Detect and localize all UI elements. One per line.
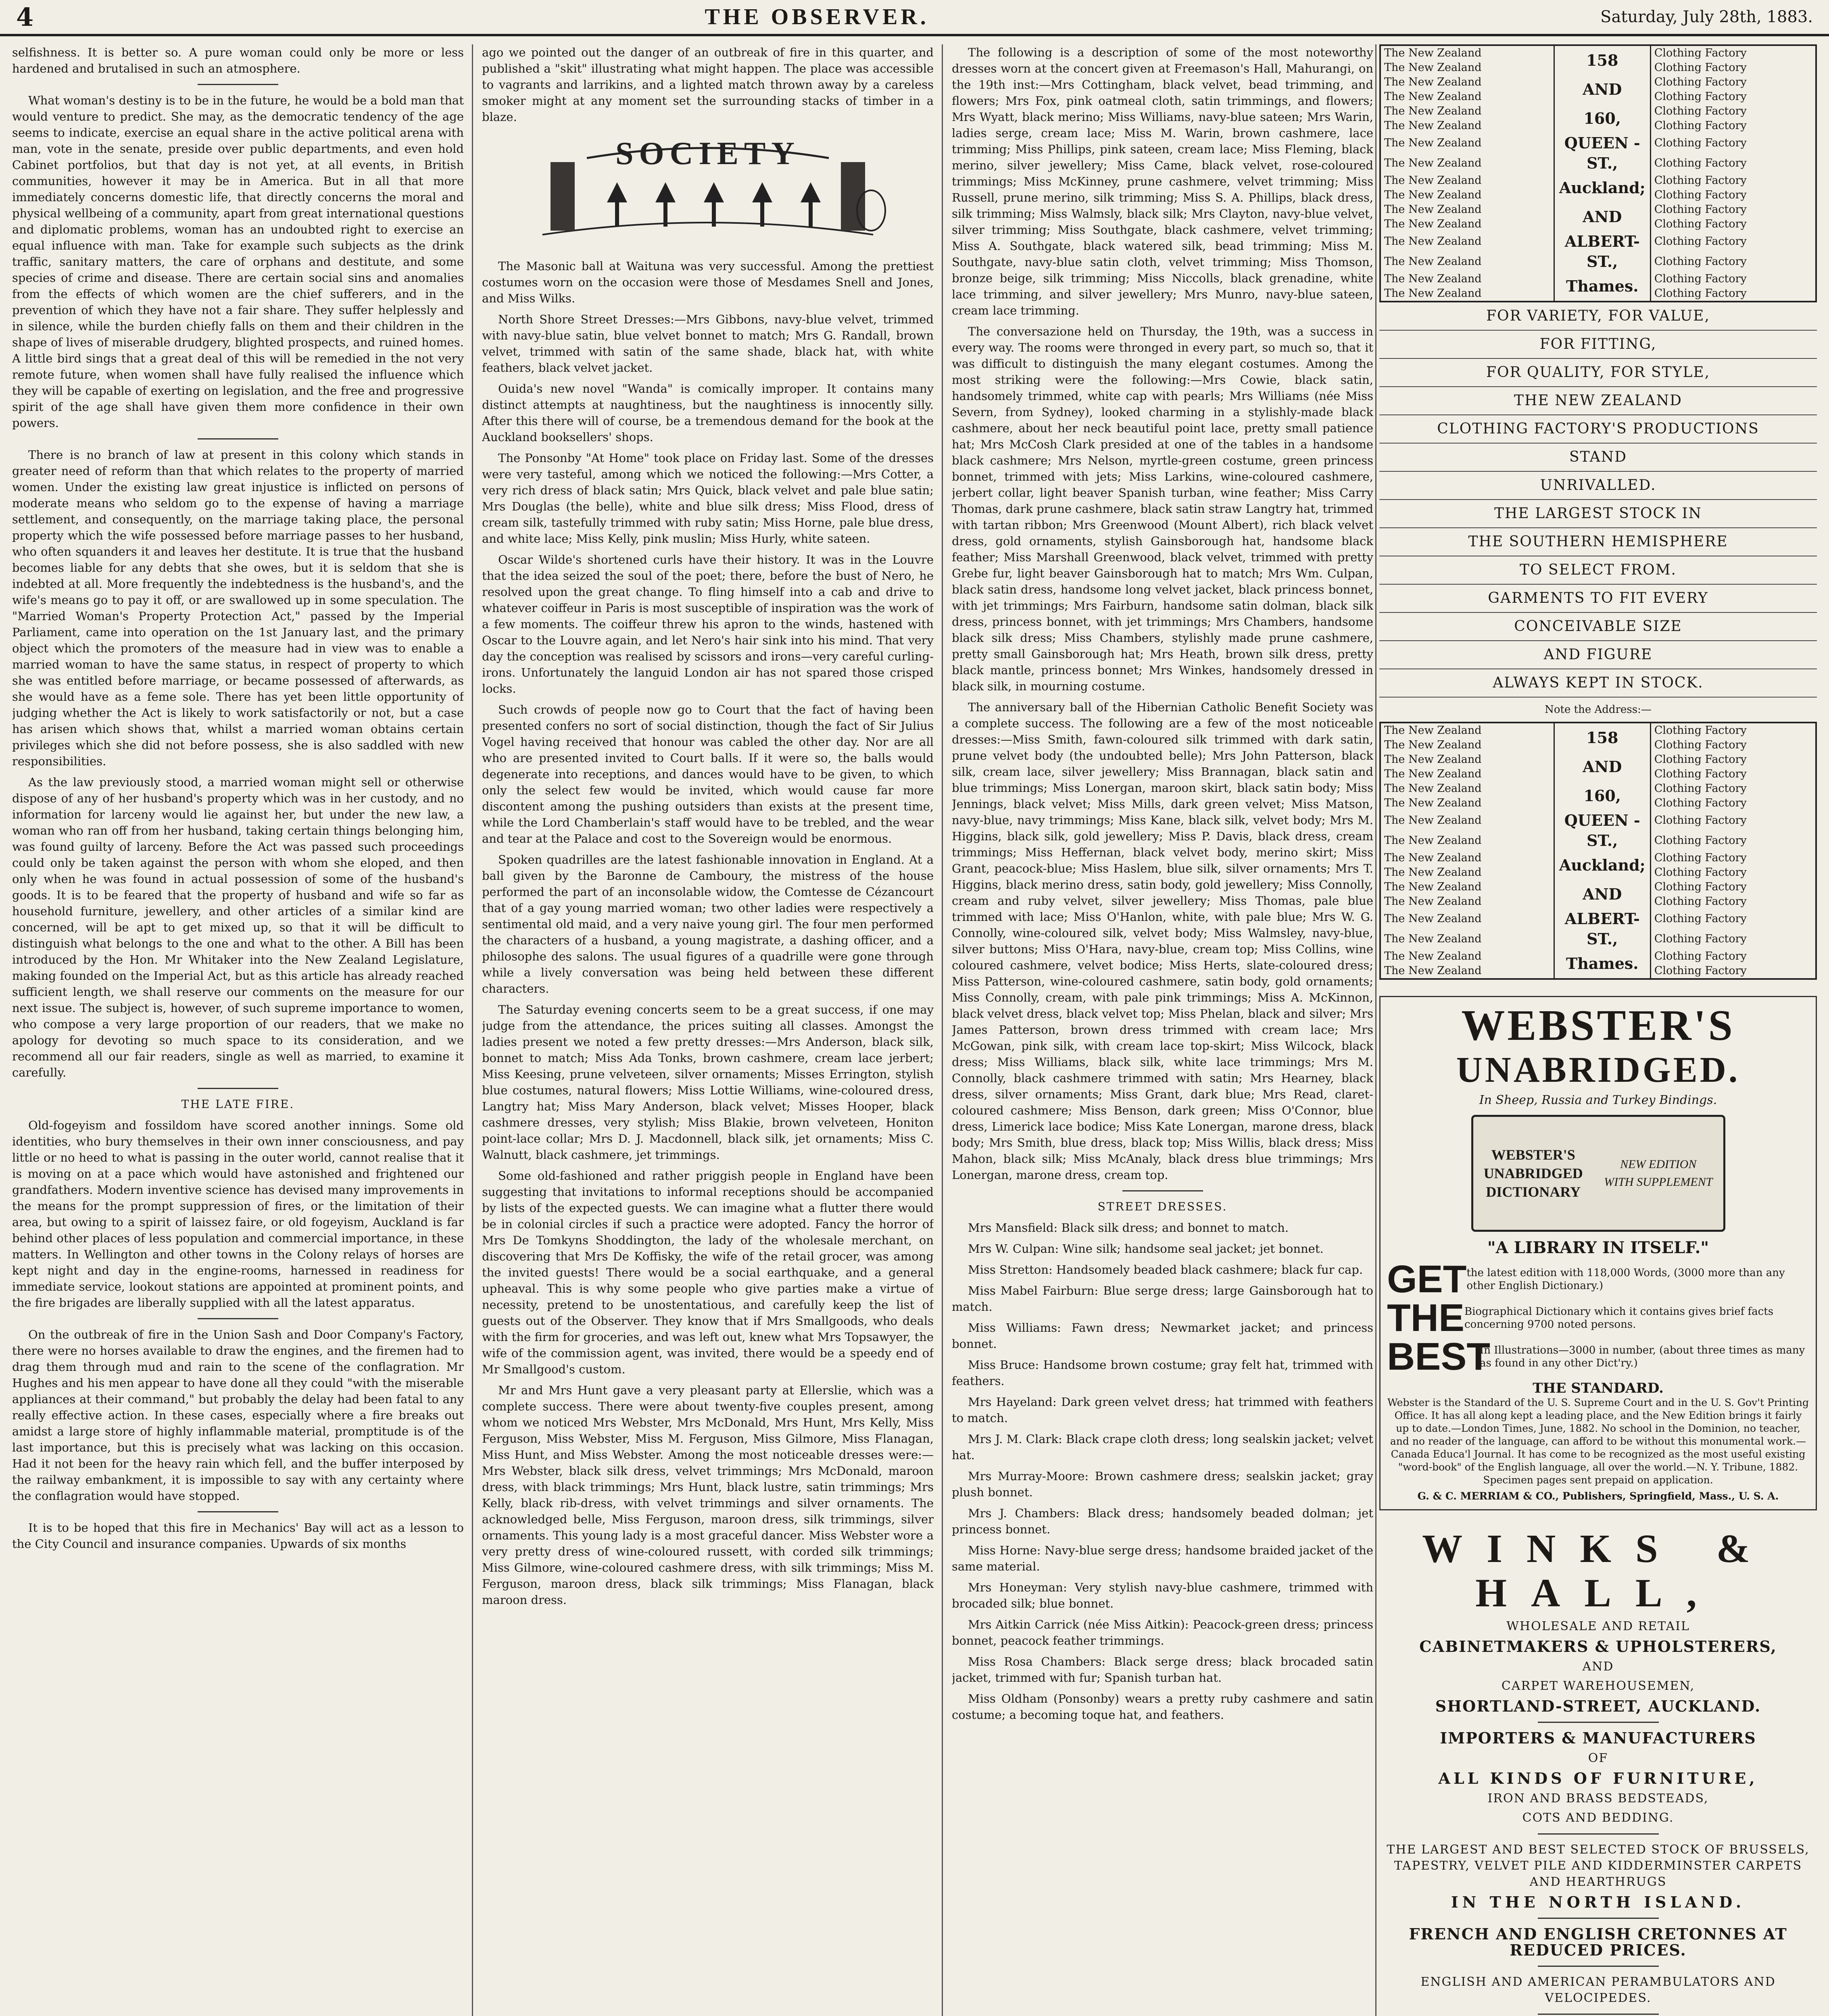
separator — [198, 438, 278, 439]
article-paragraph: Ouida's new novel "Wanda" is comically improper. It contains many distinct attempts at naughtiness, but the naughtiness is innocently silly. After this there will of course, be a tremendous demand for the book at the Auckland booksellers' shops. — [482, 382, 934, 444]
address-center: 158 — [1554, 723, 1650, 752]
address-left-label: The New Zealand — [1384, 287, 1482, 300]
masthead — [0, 0, 1829, 36]
winks-hall-ad — [1379, 1527, 1817, 2016]
ad-line: IN THE NORTH ISLAND. — [1451, 1893, 1746, 1911]
address-left-label: The New Zealand — [1384, 61, 1482, 74]
address-right-label: Clothing Factory — [1654, 739, 1747, 751]
column-rule — [942, 44, 943, 2016]
address-row — [1380, 231, 1816, 252]
address-left-label: The New Zealand — [1384, 76, 1482, 88]
address-right-label: Clothing Factory — [1654, 203, 1747, 216]
address-left-label: The New Zealand — [1384, 881, 1482, 893]
article-paragraph: The Ponsonby "At Home" took place on Friday last. Some of the dresses were very tasteful, among which we noticed the following:—Mrs Cotter, a very rich dress of black satin; Mrs Quick, black velvet and pale blue satin; Mrs Douglas (the belle), white and blue silk dress; Miss Flood, dress of cream silk, tastefully trimmed with ruby satin; Miss Horne, pale blue dress, and white lace; Miss Kelly, pink muslin; Miss Hurly, white sateen. — [482, 451, 934, 546]
section-heading: STREET DRESSES. — [1097, 1200, 1228, 1213]
address-center: 158 — [1554, 45, 1650, 75]
webster-best: BEST — [1387, 1335, 1491, 1378]
ad-line: ENGLISH AND AMERICAN PERAMBULATORS AND VELOCIPEDES. — [1420, 1975, 1776, 2005]
street-dress-item: Mrs J. M. Clark: Black crape cloth dress; long sealskin jacket; velvet hat. — [952, 1432, 1373, 1462]
slogan-line: THE LARGEST STOCK IN — [1379, 500, 1817, 528]
street-dress-item: Miss Mabel Fairburn: Blue serge dress; large Gainsborough hat to match. — [952, 1284, 1373, 1314]
column-3 — [952, 44, 1373, 2016]
address-left-label: The New Zealand — [1384, 797, 1482, 809]
article-paragraph: Some old-fashioned and rather priggish people in England have been suggesting that invitations to informal receptions should be accompanied by lists of the expected guests. We can imagine what a flutter there would be in colonial circles if such a practice were adopted. Fancy the horror of Mrs De Tomkyns Shoddington, the lady of the wholesale merchant, on discovering that Mrs De Koffisky, the wife of the retail grocer, was among the invited guests! There would be a social earthquake, and a general upheaval. This is why some people who give parties make a virtue of necessity, pretend to be unostentatious, and carefully keep the list of guests out of the Observer. They know that if Mrs Smallgoods, who deals with the firm for groceries, and was left out, knew what Mrs Topsawyer, the wife of the commission agent, was invited, there would be a speedy end of Mr Smallgood's custom. — [482, 1169, 934, 1376]
article-paragraph: The Masonic ball at Waituna was very successful. Among the prettiest costumes worn on the occasion were those of Mesdames Snell and Jones, and Miss Wilks. — [482, 259, 934, 305]
address-center: 160, — [1554, 104, 1650, 133]
clothing-factory-slogans — [1379, 302, 1817, 698]
address-right-label: Clothing Factory — [1654, 834, 1747, 847]
webster-title-2: UNABRIDGED. — [1456, 1050, 1740, 1090]
street-dress-item: Miss Bruce: Handsome brown costume; gray felt hat, trimmed with feathers. — [952, 1358, 1373, 1388]
address-row — [1380, 75, 1816, 90]
address-row — [1380, 851, 1816, 865]
ad-line: THE LARGEST AND BEST SELECTED STOCK OF BRUSSELS, TAPESTRY, VELVET PILE AND KIDDERMINSTER CARPETS AND HEARTHRUGS — [1387, 1843, 1810, 1889]
address-right-label: Clothing Factory — [1654, 895, 1747, 908]
address-left-label: The New Zealand — [1384, 203, 1482, 216]
webster-best-text: In Illustrations—3000 in number, (about three times as many as found in any other Dict'ry.) — [1480, 1344, 1805, 1369]
ad-line: ALL KINDS OF FURNITURE, — [1438, 1769, 1758, 1787]
society-illustration — [526, 130, 889, 251]
street-dress-item: Mrs W. Culpan: Wine silk; handsome seal jacket; jet bonnet. — [968, 1242, 1324, 1256]
address-left-label: The New Zealand — [1384, 912, 1482, 925]
address-right-label: Clothing Factory — [1654, 753, 1747, 766]
column-rule — [1375, 44, 1376, 2016]
article-paragraph: ago we pointed out the danger of an outbreak of fire in this quarter, and published a "skit" illustrating what might happen. The place was accessible to vagrants and larrikins, and a lighted match thrown away by a careless smoker might at any moment set the surrounding stacks of timber in a blaze. — [482, 46, 934, 124]
article-paragraph: selfishness. It is better so. A pure woman could only be more or less hardened and brutalised in such an atmosphere. — [12, 46, 464, 75]
webster-publisher: G. & C. MERRIAM & CO., Publishers, Springfield, Mass., U. S. A. — [1417, 1490, 1779, 1502]
street-dress-item: Miss Oldham (Ponsonby) wears a pretty ruby cashmere and satin costume; a becoming toque hat, and feathers. — [952, 1692, 1373, 1722]
address-right-label: Clothing Factory — [1654, 814, 1747, 827]
book-spine-text: DICTIONARY — [1486, 1184, 1581, 1200]
address-right-label: Clothing Factory — [1654, 235, 1747, 248]
dictionary-book-illustration — [1387, 1115, 1809, 1232]
address-right-label: Clothing Factory — [1654, 964, 1747, 977]
address-row — [1380, 272, 1816, 286]
article-paragraph: The Saturday evening concerts seem to be a great success, if one may judge from the attendance, the prices suiting all classes. Amongst the ladies present we noted a few pretty dresses:—Mrs Anderson, black silk, bonnet to match; Miss Ada Tonks, brown cashmere, cream lace jerbert; Miss Keesing, prune velveteen, silver ornaments; Misses Errington, stylish blue costumes, natural flowers; Miss Lottie Williams, wine-coloured dress, Langtry hat; Miss Mary Anderson, black velvet; Misses Hooper, black cashmere dresses, very stylish; Miss Blakie, brown velveteen, Honiton point-lace collar; Mrs D. J. Macdonnell, black silk, jet ornaments; Miss C. Walnutt, black cashmere, jet trimmings. — [482, 1003, 934, 1162]
webster-standard-heading: THE STANDARD. — [1533, 1380, 1664, 1396]
slogan-line: CONCEIVABLE SIZE — [1379, 613, 1817, 641]
book-cover-text: WITH SUPPLEMENT — [1604, 1175, 1713, 1189]
address-row — [1380, 723, 1816, 738]
book-cover-text: NEW EDITION — [1620, 1158, 1697, 1171]
address-row — [1380, 133, 1816, 153]
address-right-label: Clothing Factory — [1654, 273, 1747, 285]
street-dress-item: Miss Williams: Fawn dress; Newmarket jacket; and princess bonnet. — [952, 1321, 1373, 1351]
address-right-label: Clothing Factory — [1654, 768, 1747, 780]
address-left-label: The New Zealand — [1384, 273, 1482, 285]
address-row — [1380, 752, 1816, 767]
webster-title: WEBSTER'S — [1461, 1002, 1735, 1050]
address-center: QUEEN - ST., — [1554, 133, 1650, 173]
address-center: AND — [1554, 202, 1650, 231]
address-row — [1380, 880, 1816, 894]
slogan-line: AND FIGURE — [1379, 641, 1817, 669]
address-left-label: The New Zealand — [1384, 218, 1482, 230]
address-row — [1380, 781, 1816, 796]
address-right-label: Clothing Factory — [1654, 218, 1747, 230]
address-left-label: The New Zealand — [1384, 119, 1482, 132]
address-right-label: Clothing Factory — [1654, 189, 1747, 201]
clothing-factory-ad — [1379, 44, 1817, 980]
street-dress-item: Mrs Hayeland: Dark green velvet dress; hat trimmed with feathers to match. — [952, 1395, 1373, 1425]
address-left-label: The New Zealand — [1384, 157, 1482, 169]
slogan-line: ALWAYS KEPT IN STOCK. — [1379, 669, 1817, 698]
address-row — [1380, 909, 1816, 929]
article-paragraph: Spoken quadrilles are the latest fashionable innovation in England. At a ball given by the Baronne de Camboury, the mistress of the house performed the part of an inconsolable widow, the Comtesse de Cézancourt that of a gay young married woman; two other ladies were respectively a sentimental old maid, and a very naive young girl. The four men performed the characters of a husband, a young magistrate, a dashing officer, and a philosophe des salons. The usual figures of a quadrille were gone through while a lively conversation was being held between these different characters. — [482, 853, 934, 996]
address-left-label: The New Zealand — [1384, 895, 1482, 908]
article-paragraph: Oscar Wilde's shortened curls have their history. It was in the Louvre that the idea seized the soul of the poet; there, before the bust of Nero, he resolved upon the great change. To fling himself into a cab and drive to whatever coiffeur in Paris is most susceptible of inspiration was the work of a few moments. The coiffeur threw his apron to the winds, hastened with Oscar to the Louvre again, and let Nero's hair sink into his mind. That very day the conception was realised by scissors and irons—very careful curling-irons. Unfortunately the languid London air has not spared those crisped locks. — [482, 553, 934, 696]
ad-line: COTS AND BEDDING. — [1522, 1811, 1674, 1825]
slogan-line: FOR QUALITY, FOR STYLE, — [1379, 359, 1817, 387]
slogan-line: FOR VARIETY, FOR VALUE, — [1379, 302, 1817, 331]
address-box — [1379, 722, 1817, 980]
address-center: AND — [1554, 75, 1650, 104]
slogan-line: CLOTHING FACTORY'S PRODUCTIONS — [1379, 415, 1817, 444]
separator — [198, 1511, 278, 1512]
address-left-label: The New Zealand — [1384, 950, 1482, 962]
address-right-label: Clothing Factory — [1654, 866, 1747, 879]
address-center: QUEEN - ST., — [1554, 810, 1650, 851]
section-heading: THE LATE FIRE. — [181, 1098, 295, 1111]
address-right-label: Clothing Factory — [1654, 881, 1747, 893]
address-row — [1380, 202, 1816, 217]
address-left-label: The New Zealand — [1384, 137, 1482, 149]
address-right-label: Clothing Factory — [1654, 255, 1747, 268]
address-left-label: The New Zealand — [1384, 235, 1482, 248]
separator — [1538, 2014, 1659, 2015]
article-paragraph: There is no branch of law at present in this colony which stands in greater need of reform than that which relates to the property of married women. Under the existing law great injustice is inflicted on persons of moderate means who seldom go to the expense of having a marriage settlement, and consequently, on the marriage taking place, the personal property which the wife possessed before marriage passes to her husband, who often squanders it and leaves her destitute. It is true that the husband becomes liable for any debts that she owes, but it is seldom that she is indebted at all. More frequently the indebtedness is the husband's, and the wife's means go to pay it off, or are swallowed up in some speculation. The "Married Woman's Property Protection Act," passed by the Imperial Parliament, came into operation on the 1st January last, and the primary object which the promoters of the measure had in view was to enable a married woman to have the same status, in respect of property to which she was entitled before marriage, or became possessed of afterwards, as she would have as a feme sole. There has yet been little opportunity of judging whether the Act is likely to work satisfactorily or not, but a case has arisen which shows that, whilst a married woman obtains certain privileges which she did not before possess, she is also saddled with new responsibilities. — [12, 448, 464, 768]
article-paragraph: It is to be hoped that this fire in Mechanics' Bay will act as a lesson to the City Council and insurance companies. Upwards of six months — [12, 1521, 464, 1551]
address-left-label: The New Zealand — [1384, 834, 1482, 847]
article-paragraph: The anniversary ball of the Hibernian Catholic Benefit Society was a complete success. The following are a few of the most noticeable dresses:—Miss Smith, fawn-coloured silk trimmed with dark satin, prune velvet body (the undoubted belle); Mrs John Patterson, black silk, cream lace, silver jewellery; Miss Brannagan, black satin and blue trimmings; Miss Lonergan, maroon skirt, black satin body; Miss Jennings, black velvet; Miss Mills, dark green velvet; Miss Matson, navy-blue, navy trimmings; Miss Kane, black silk, velvet body; Mrs M. Higgins, black silk, gold jewellery; Miss P. Davis, black dress, cream trimmings; Miss Heffernan, black velvet body, merino skirt; Miss Grant, peacock-blue; Miss Haslem, blue silk, silver ornaments; Mrs T. Higgins, black merino dress, satin body, gold jewellery; Miss Connolly, cream and ruby velvet, silver jewellery; Miss Thomas, pale blue trimmed with lace; Miss O'Hanlon, white, with pale blue; Mrs W. G. Connolly, wine-coloured silk, velvet body; Miss Walmsley, navy-blue, silver buttons; Miss O'Hara, navy-blue, cream top; Miss Collins, wine coloured cashmere, velvet bodice; Miss Herts, slate-coloured dress; Miss Patterson, wine-coloured cashmere, satin body, gold ornaments; Miss Connolly, cream, with pale pink trimmings; Miss A. McKinnon, black velvet dress, black velvet top; Miss Phelan, black and silver; Mrs James Patterson, brown dress trimmed with cream lace; Mrs McGowan, pink silk, with cream lace top-skirt; Miss Wilcock, black dress; Miss Williams, black silk, white lace trimmings; Mrs M. Connolly, black cashmere trimmed with satin; Mrs Hearney, black dress, silver ornaments; Miss Grant, dark blue; Mrs Read, claret-coloured cashmere; Miss Benson, dark green; Miss O'Connor, blue dress, Limerick lace bodice; Miss Kate Lonergan, marone dress, black body; Mrs Smith, blue dress, black top; Miss Willis, black dress; Miss Mahon, black silk; Miss McAnaly, black dress blue trimmings; Mrs Lonergan, marone dress, cream top. — [952, 700, 1373, 1182]
address-left-label: The New Zealand — [1384, 933, 1482, 945]
separator — [198, 1088, 278, 1089]
address-center: AND — [1554, 752, 1650, 781]
address-center: AND — [1554, 880, 1650, 909]
webster-slogan: "A LIBRARY IN ITSELF." — [1487, 1238, 1709, 1257]
ad-line: SHORTLAND-STREET, AUCKLAND. — [1435, 1697, 1761, 1715]
address-right-label: Clothing Factory — [1654, 912, 1747, 925]
address-left-label: The New Zealand — [1384, 174, 1482, 187]
article-paragraph: On the outbreak of fire in the Union Sash and Door Company's Factory, there were no horses available to draw the engines, and the firemen had to drag them through mud and rain to the scene of the conflagration. Mr Hughes and his men appear to have done all they could "with the miserable appliances at their command," but probably the delay had been fatal to any really effective action. In these cases, especially where a fire breaks out amidst a large store of highly inflammable material, promptitude is of the last importance, but this is precisely what was lacking on this occasion. Had it not been for the heavy rain which fell, and the buffer interposed by the railway embankment, it is impossible to say with any certainty where the conflagration would have stopped. — [12, 1328, 464, 1503]
address-left-label: The New Zealand — [1384, 739, 1482, 751]
street-dress-item: Mrs Mansfield: Black silk dress; and bonnet to match. — [968, 1221, 1289, 1235]
address-right-label: Clothing Factory — [1654, 852, 1747, 864]
issue-date: Saturday, July 28th, 1883. — [1600, 8, 1813, 26]
address-row — [1380, 810, 1816, 831]
address-left-label: The New Zealand — [1384, 768, 1482, 780]
winks-hall-title: WINKS & HALL, — [1422, 1526, 1774, 1615]
page-number: 4 — [16, 2, 34, 32]
article-paragraph: Mr and Mrs Hunt gave a very pleasant party at Ellerslie, which was a complete success. There were about twenty-five couples present, among whom we noticed Mrs Webster, Mrs McDonald, Mrs Hunt, Mrs Kelly, Miss Ferguson, Miss Webster, Miss M. Ferguson, Miss Gilmore, Miss Flanagan, Miss Hunt, and Miss Webster. Among the most noticeable dresses were:—Mrs Webster, black silk dress, velvet trimmings; Mrs McDonald, maroon dress, with black trimmings; Mrs Hunt, black lustre, satin trimmings; Mrs Kelly, black rib-dress, with velvet trimmings and silver ornaments. The acknowledged belle, Miss Ferguson, maroon dress, silk trimmings, silver ornaments. This young lady is a most graceful dancer. Miss Webster wore a very pretty dress of wine-coloured russett, with corded silk trimmings; Miss Gilmore, wine-coloured cashmere dress, with silk trimmings; Miss M. Ferguson, maroon dress, black silk trimmings; Miss Flanagan, black maroon dress. — [482, 1383, 934, 1607]
address-left-label: The New Zealand — [1384, 814, 1482, 827]
address-right-label: Clothing Factory — [1654, 933, 1747, 945]
address-row — [1380, 173, 1816, 188]
book-spine-text: WEBSTER'S — [1491, 1147, 1575, 1163]
address-left-label: The New Zealand — [1384, 189, 1482, 201]
ad-line: FRENCH AND ENGLISH CRETONNES AT REDUCED PRICES. — [1409, 1925, 1787, 1959]
address-box — [1379, 44, 1817, 302]
street-dress-item: Mrs J. Chambers: Black dress; handsomely beaded dolman; jet princess bonnet. — [952, 1506, 1373, 1536]
ad-line: CABINETMAKERS & UPHOLSTERERS, — [1419, 1637, 1777, 1656]
address-center: ALBERT-ST., — [1554, 909, 1650, 949]
slogan-line: UNRIVALLED. — [1379, 472, 1817, 500]
address-left-label: The New Zealand — [1384, 90, 1482, 103]
address-row — [1380, 949, 1816, 964]
address-center: Thames. — [1554, 272, 1650, 302]
address-center: ALBERT-ST., — [1554, 231, 1650, 272]
address-right-label: Clothing Factory — [1654, 47, 1747, 59]
address-right-label: Clothing Factory — [1654, 157, 1747, 169]
address-right-label: Clothing Factory — [1654, 287, 1747, 300]
address-center: Auckland; — [1554, 173, 1650, 202]
address-row — [1380, 45, 1816, 60]
address-right-label: Clothing Factory — [1654, 137, 1747, 149]
article-paragraph: Old-fogeyism and fossildom have scored another innings. Some old identities, who bury themselves in their own inner consciousness, and pay little or no heed to what is passing in the outer world, cannot realise that it is moving on at a pace which would have astonished and frightened our grandfathers. Modern inventive science has devised many improvements in the means for the prompt suppression of fires, or the limitation of their area, but owing to a spirit of laissez faire, or old fogeyism, Auckland is far behind other places of less population and commercial importance, in these matters. In Wellington and other towns in the Colony relays of horses are kept night and day in the engine-rooms, harnessed in readiness for immediate service, lookout stations are appointed at prominent points, and the fire brigades are liberally supplied with all the latest apparatus. — [12, 1118, 464, 1310]
webster-get: GET — [1387, 1258, 1467, 1301]
separator — [1538, 1918, 1659, 1919]
newspaper-title: THE OBSERVER. — [705, 4, 929, 29]
ad-line: IMPORTERS & MANUFACTURERS — [1440, 1729, 1756, 1747]
slogan-line: GARMENTS TO FIT EVERY — [1379, 585, 1817, 613]
slogan-line: STAND — [1379, 444, 1817, 472]
society-banner — [482, 130, 934, 251]
slogan-line: THE NEW ZEALAND — [1379, 387, 1817, 415]
ad-line: AND — [1582, 1660, 1614, 1674]
address-left-label: The New Zealand — [1384, 866, 1482, 879]
webster-the-text: Biographical Dictionary which it contains gives brief facts concerning 9700 noted persons. — [1464, 1306, 1774, 1331]
address-note: Note the Address:— — [1545, 704, 1652, 716]
address-right-label: Clothing Factory — [1654, 782, 1747, 795]
address-row — [1380, 104, 1816, 119]
address-left-label: The New Zealand — [1384, 964, 1482, 977]
separator — [198, 1318, 278, 1319]
book-spine-text: UNABRIDGED — [1483, 1165, 1583, 1181]
column-4-advertisements — [1379, 44, 1817, 2016]
slogan-line: TO SELECT FROM. — [1379, 556, 1817, 585]
address-left-label: The New Zealand — [1384, 724, 1482, 737]
column-rule — [472, 44, 473, 2016]
address-center: Thames. — [1554, 949, 1650, 979]
address-right-label: Clothing Factory — [1654, 90, 1747, 103]
ad-line: OF — [1588, 1751, 1608, 1765]
column-1 — [12, 44, 464, 2016]
address-right-label: Clothing Factory — [1654, 61, 1747, 74]
address-right-label: Clothing Factory — [1654, 724, 1747, 737]
article-paragraph: As the law previously stood, a married woman might sell or otherwise dispose of any of her husband's property which was in her custody, and no information for larceny would lie against her, but under the new law, a woman who ran off from her husband, taking certain things belonging him, was found guilty of larceny. Before the Act was passed such proceedings could only be taken against the person with whom she eloped, and then only when he was found in actual possession of some of the husband's goods. It is to be feared that the property of husband and wife so far as household furniture, jewellery, and other articles of a similar kind are concerned, will be apt to get mixed up, so that it will be difficult to distinguish what belongs to the one and what to the other. A Bill has been introduced by the Hon. Mr Whitaker into the New Zealand Legislature, making founded on the Imperial Act, but as this article has already reached sufficient length, we shall reserve our comments on the measure for our next issue. The subject is, however, of such supreme importance to women, who compose a very large proportion of our readers, that we make no apology for devoting so much space to its consideration, and we recommend all our fair readers, single as well as married, to examine it carefully. — [12, 775, 464, 1079]
address-left-label: The New Zealand — [1384, 782, 1482, 795]
webster-bindings: In Sheep, Russia and Turkey Bindings. — [1479, 1093, 1717, 1107]
ad-line: IRON AND BRASS BEDSTEADS, — [1487, 1791, 1709, 1806]
address-left-label: The New Zealand — [1384, 852, 1482, 864]
slogan-line: THE SOUTHERN HEMISPHERE — [1379, 528, 1817, 556]
street-dress-item: Mrs Aitkin Carrick (née Miss Aitkin): Peacock-green dress; princess bonnet, peacock feather trimmings. — [952, 1618, 1373, 1647]
webster-testimonials: Webster is the Standard of the U. S. Supreme Court and in the U. S. Gov't Printing Office. It has all along kept a leading place, and the New Edition brings it fairly up to date.—London Times, June, 1882. No school in the Dominion, no teacher, and no reader of the language, can afford to be without this monumental work.—Canada Educa'l Journal. It has come to be recognized as the most useful existing "word-book" of the English language, all over the world.—N. Y. Tribune, 1882. Specimen pages sent prepaid on application. — [1387, 1397, 1809, 1486]
address-center: Auckland; — [1554, 851, 1650, 880]
webster-get-text: the latest edition with 118,000 Words, (3000 more than any other English Dictionary.) — [1466, 1267, 1785, 1292]
address-right-label: Clothing Factory — [1654, 950, 1747, 962]
address-left-label: The New Zealand — [1384, 47, 1482, 59]
ad-line: WHOLESALE AND RETAIL — [1506, 1619, 1690, 1633]
address-right-label: Clothing Factory — [1654, 797, 1747, 809]
street-dress-item: Miss Horne: Navy-blue serge dress; handsome braided jacket of the same material. — [952, 1543, 1373, 1573]
separator — [1538, 1722, 1659, 1723]
column-2 — [482, 44, 934, 2016]
address-left-label: The New Zealand — [1384, 255, 1482, 268]
address-right-label: Clothing Factory — [1654, 119, 1747, 132]
street-dress-item: Mrs Honeyman: Very stylish navy-blue cashmere, trimmed with brocaded silk; blue bonnet. — [952, 1581, 1373, 1610]
address-left-label: The New Zealand — [1384, 753, 1482, 766]
address-right-label: Clothing Factory — [1654, 105, 1747, 117]
webster-the: THE — [1387, 1296, 1464, 1339]
street-dress-item: Miss Rosa Chambers: Black serge dress; black brocaded satin jacket, trimmed with fur; Spanish turban hat. — [952, 1655, 1373, 1685]
separator — [1538, 1833, 1659, 1835]
street-dress-item: Miss Stretton: Handsomely beaded black cashmere; black fur cap. — [968, 1263, 1363, 1277]
article-paragraph: The following is a description of some of the most noteworthy dresses worn at the concert given at Freemason's Hall, Mahurangi, on the 19th inst:—Mrs Cottingham, black velvet, bead trimming, and flowers; Mrs Fox, pink oatmeal cloth, satin trimmings, and flowers; Mrs Wyatt, black merino; Miss Williams, navy-blue sateen; Mrs Warin, ladies serge, cream lace; Miss M. Warin, brown cashmere, lace trimming; Miss Phillips, pink sateen, cream lace; Miss Fleming, black merino, silver jewellery; Miss Came, black velvet, rose-coloured trimmings; Miss McKinney, prune cashmere, velvet trimming; Miss Russell, prune merino, silk trimming; Miss S. A. Phillips, black dress, silk trimming; Miss Walmsly, black silk; Mrs Clayton, navy-blue velvet, silver trimming; Miss Southgate, black cashmere, velvet trimming; Miss A. Southgate, black watered silk, bead trimming; Miss M. Southgate, navy-blue satin cloth, velvet trimming; Miss Thomson, bronze beige, silk trimming; Miss Niccolls, black grenadine, white lace trimming, and silver jewellery; Mrs Munro, navy-blue sateen, cream lace trimming. — [952, 46, 1373, 317]
street-dress-item: Mrs Murray-Moore: Brown cashmere dress; sealskin jacket; gray plush bonnet. — [952, 1469, 1373, 1499]
address-right-label: Clothing Factory — [1654, 76, 1747, 88]
address-center: 160, — [1554, 781, 1650, 810]
article-paragraph: The conversazione held on Thursday, the 19th, was a success in every way. The rooms were thronged in every part, so much so, that it was difficult to distinguish the many elegant costumes. Among the most striking were the following:—Mrs Cowie, black satin, handsomely trimmed, white cap with pearls; Mrs Williams (née Miss Severn, from Sydney), looked charming in a stylishly-made black cashmere, about her neck beautiful point lace, pretty small patience hat; Mrs McCosh Clark presided at one of the tables in a handsome black cashmere; Mrs Nelson, myrtle-green costume, green princess bonnet, trimmed with jets; Miss Larkins, wine-coloured cashmere, jerbert collar, light beaver Spanish turban, wine feather; Miss Carry Thomas, dark prune cashmere, black satin straw Langtry hat, trimmed with tartan ribbon; Mrs Greenwood (Mount Albert), rich black velvet dress, gold ornaments, stylish Gainsborough hat, handsome black feather; Miss Marshall Greenwood, black velvet, trimmed with pretty Grebe fur, light beaver Gainsborough hat to match; Mrs Wm. Culpan, black satin dress, handsome long velvet jacket, black princess bonnet, with jet trimmings; Mrs Fairburn, handsome satin dolman, black silk dress, princess bonnet, with jet trimmings; Mrs Chambers, handsome black silk dress; Miss Chambers, stylishly made prune cashmere, pretty small Gainsborough hat; Mrs Heath, brown silk dress, pretty black mantle, princess bonnet; Mrs Winkes, handsomely dressed in black silk, in mourning costume. — [952, 325, 1373, 693]
separator — [198, 84, 278, 85]
webster-dictionary-ad — [1379, 996, 1817, 1510]
slogan-line: FOR FITTING, — [1379, 331, 1817, 359]
article-paragraph: Such crowds of people now go to Court that the fact of having been presented confers no sort of social distinction, though the fact of Sir Julius Vogel having received that honour was cabled the other day. Nor are all who are presented invited to Court balls. If it were so, the balls would degenerate into receptions, and dances would have to be given, to which only the select few would be invited, which would cause far more discontent among the pushing outsiders than exists at the present time, while the Lord Chamberlain's staff would have to be trebled, and the wear and tear at the Palace and cost to the Sovereign would be enormous. — [482, 703, 934, 846]
article-paragraph: North Shore Street Dresses:—Mrs Gibbons, navy-blue velvet, trimmed with navy-blue satin, blue velvet bonnet to match; Mrs G. Randall, brown velvet, trimmed with satin of the same shade, black hat, with white feathers, black velvet jacket. — [482, 312, 934, 375]
article-paragraph: What woman's destiny is to be in the future, he would be a bold man that would venture to predict. She may, as the democratic tendency of the age seems to indicate, exercise an equal share in the active political arena with man, vote in the senate, preside over public departments, and even hold Cabinet portfolios, but that day is not yet, at all events, in British communities, however it may be in America. But in all that more immediately concerns domestic life, that directly concerns the moral and physical wellbeing of a community, apart from great international questions and diplomatic problems, woman has an undoubted right to exercise an equal influence with man. Take for example such subjects as the drink traffic, sanitary matters, the care of orphans and destitute, and some species of crime and disease. There are certain social sins and anomalies from the effects of which women are the chief sufferers, and in the prevention of which they have not a fair share. They suffer helplessly and in silence, while the burden chiefly falls on them and their children in the shape of lives of miserable drudgery, blighted prospects, and ruined homes. A little bird sings that a great deal of this will be remedied in the not very remote future, when women shall have fully realised the influence which they will be capable of exerting on legislation, and the free and progressive spirit of the age shall have given them more confidence in their own powers. — [12, 94, 464, 430]
separator — [1538, 1966, 1659, 1967]
address-right-label: Clothing Factory — [1654, 174, 1747, 187]
ad-line: CARPET WAREHOUSEMEN, — [1501, 1679, 1695, 1693]
separator — [1122, 1190, 1203, 1191]
address-left-label: The New Zealand — [1384, 105, 1482, 117]
society-word: SOCIETY — [615, 136, 801, 171]
